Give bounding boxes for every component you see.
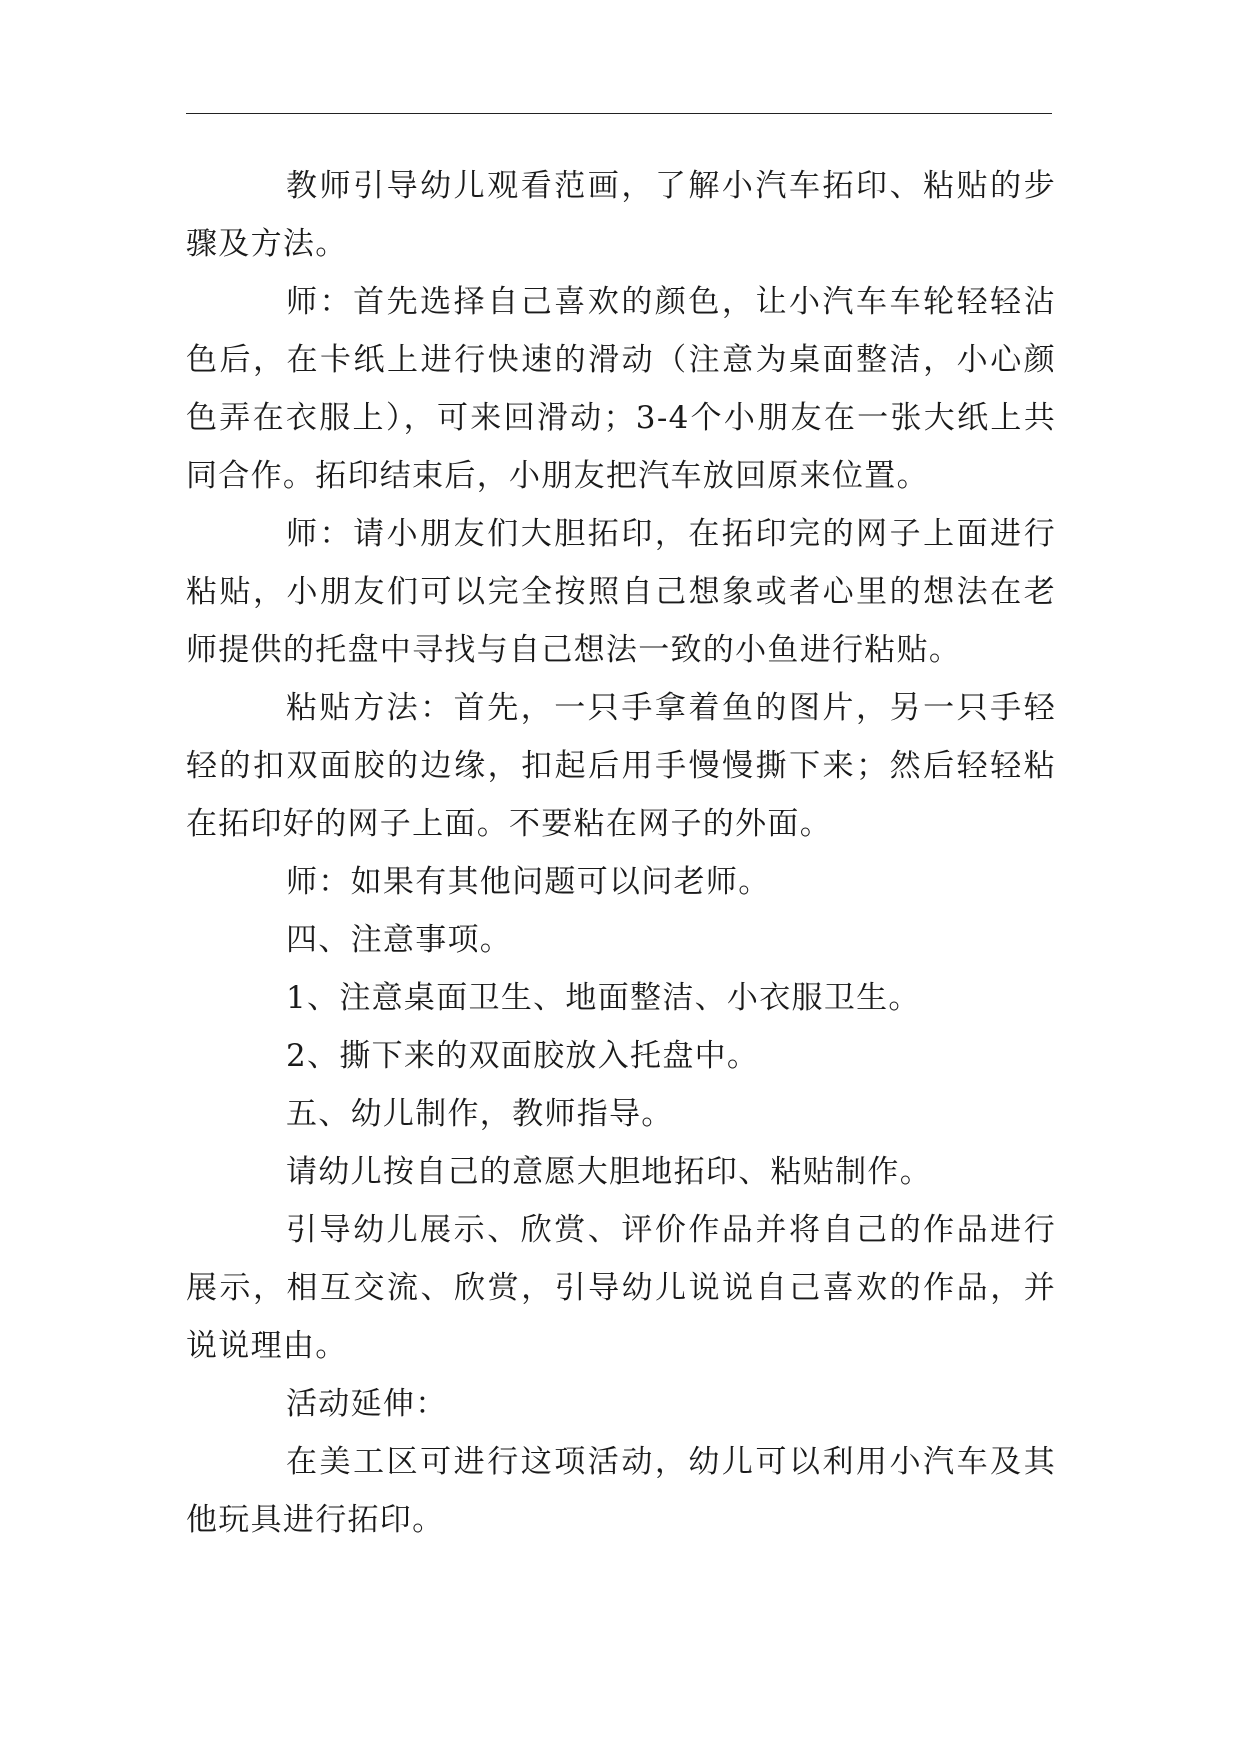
- paragraph-display: 引导幼儿展示、欣赏、评价作品并将自己的作品进行展示，相互交流、欣赏，引导幼儿说说自己喜欢的作品，并说说理由。: [186, 1212, 1056, 1364]
- note-item-2: 2、撕下来的双面胶放入托盘中。: [286, 1038, 760, 1074]
- paragraph-demo-intro: 教师引导幼儿观看范画，了解小汽车拓印、粘贴的步骤及方法。: [186, 168, 1056, 262]
- section-heading-extension: 活动延伸：: [286, 1386, 448, 1422]
- paragraph-making: 请幼儿按自己的意愿大胆地拓印、粘贴制作。: [286, 1154, 932, 1190]
- section-heading-making: 五、幼儿制作，教师指导。: [286, 1096, 674, 1132]
- paragraph-extension: 在美工区可进行这项活动，幼儿可以利用小汽车及其他玩具进行拓印。: [186, 1444, 1056, 1538]
- paragraph-teacher-printing: 师：首先选择自己喜欢的颜色，让小汽车车轮轻轻沾色后，在卡纸上进行快速的滑动（注意为桌面整洁，小心颜色弄在衣服上），可来回滑动；3-4个小朋友在一张大纸上共同合作。拓印结束后，小朋友把汽车放回原来位置。: [186, 284, 1056, 494]
- note-item-1: 1、注意桌面卫生、地面整洁、小衣服卫生。: [286, 980, 921, 1016]
- paragraph-ask-teacher: 师：如果有其他问题可以问老师。: [286, 864, 771, 900]
- paragraph-teacher-pasting: 师：请小朋友们大胆拓印，在拓印完的网子上面进行粘贴，小朋友们可以完全按照自己想象或者心里的想法在老师提供的托盘中寻找与自己想法一致的小鱼进行粘贴。: [186, 516, 1056, 668]
- paragraph-pasting-method: 粘贴方法：首先，一只手拿着鱼的图片，另一只手轻轻的扣双面胶的边缘，扣起后用手慢慢撕下来；然后轻轻粘在拓印好的网子上面。不要粘在网子的外面。: [186, 690, 1056, 842]
- header-rule: [186, 113, 1052, 114]
- section-heading-notes: 四、注意事项。: [286, 922, 513, 958]
- document-body: [186, 157, 1056, 1549]
